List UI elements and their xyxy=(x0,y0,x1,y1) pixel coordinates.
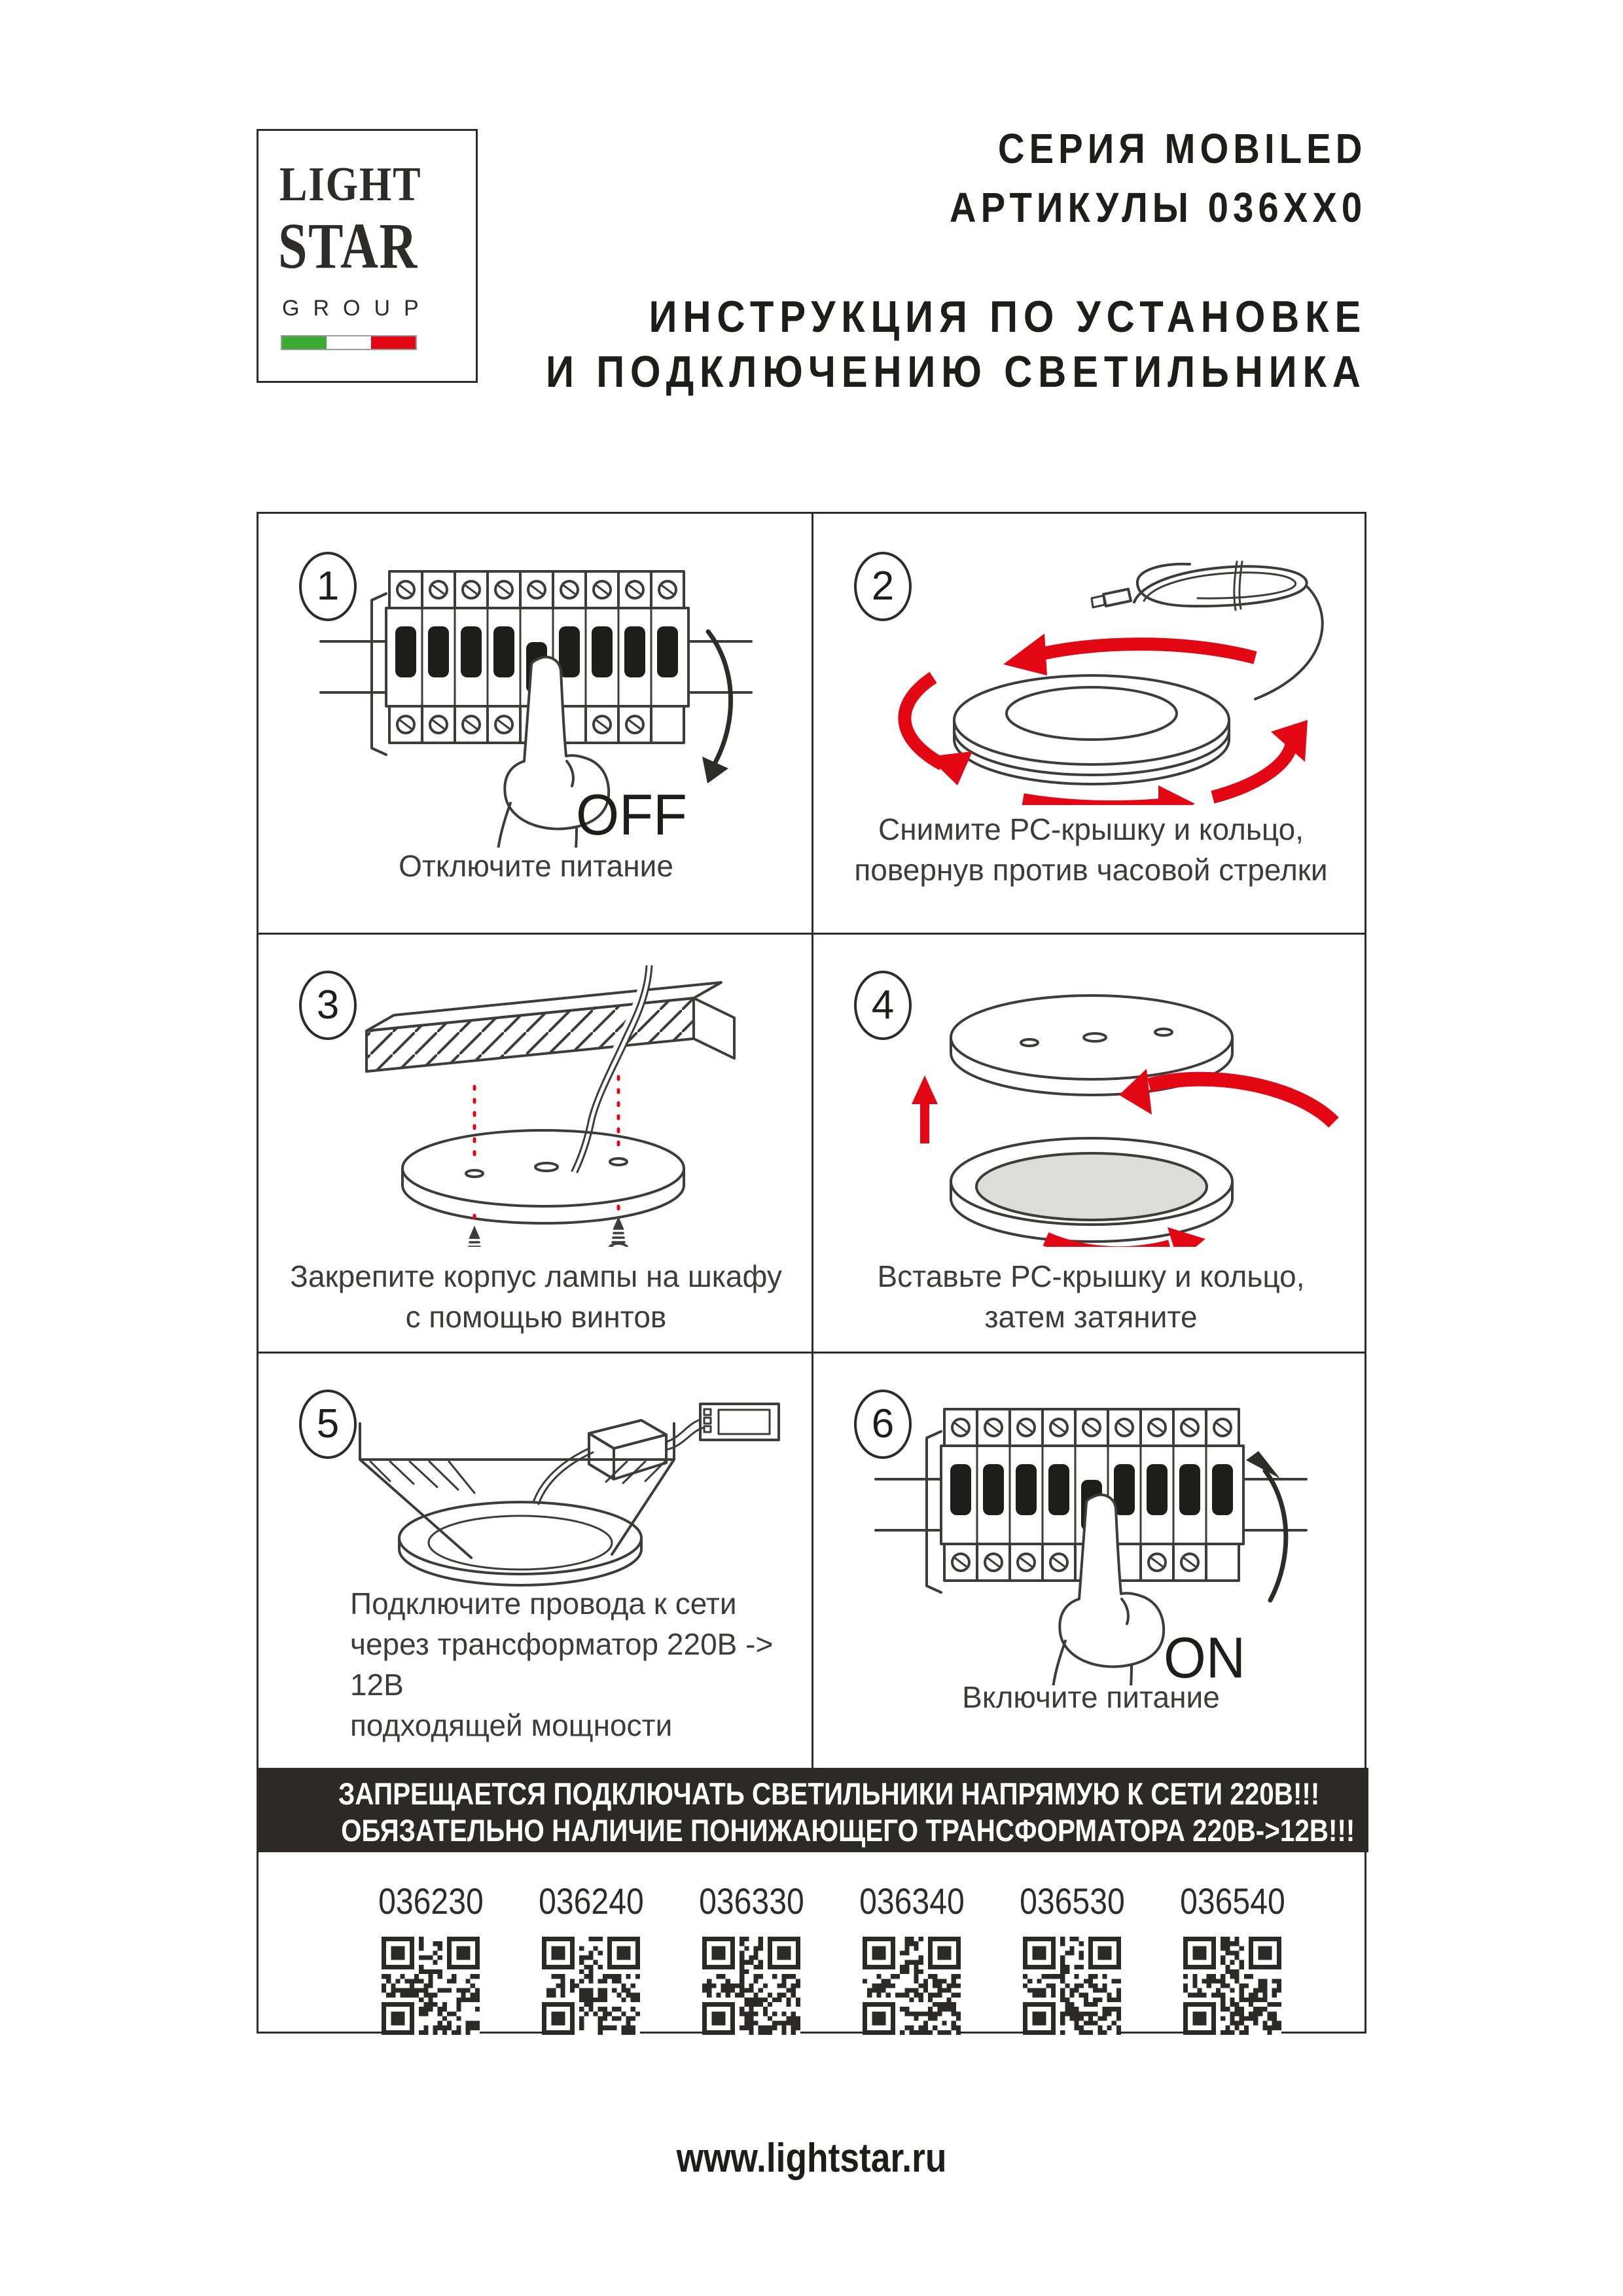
step-number-badge: 2 xyxy=(854,552,912,621)
article-column xyxy=(671,1852,831,2036)
series-name: СЕРИЯ MOBILED xyxy=(997,125,1366,172)
wires-to-connector xyxy=(666,1420,704,1450)
qr-code xyxy=(1023,1937,1121,2035)
flag-green-segment xyxy=(282,336,327,349)
hatch-left xyxy=(370,1462,474,1493)
step-caption: Вставьте РС-крышку и кольцо, затем затяните xyxy=(877,1259,1305,1334)
step-caption: Снимите РС-крышку и кольцо, повернув против часовой стрелки xyxy=(854,812,1328,887)
warning-banner: ЗАПРЕЩАЕТСЯ ПОДКЛЮЧАТЬ СВЕТИЛЬНИКИ НАПРЯМУЮ К СЕТИ 220В!!! ОБЯЗАТЕЛЬНО НАЛИЧИЕ ПОНИЖАЮЩЕГО ТРАНСФОРМАТОРА 220В->12В!!! xyxy=(259,1768,1368,1852)
article-code: 036230 xyxy=(378,1880,484,1922)
qr-code xyxy=(702,1937,800,2035)
connect-transformer-illustration xyxy=(281,1397,792,1594)
qr-code xyxy=(1183,1937,1281,2035)
step-number-badge: 4 xyxy=(854,971,912,1040)
website-url: www.lightstar.ru xyxy=(676,2136,947,2181)
breaker-off-illustration xyxy=(281,553,792,848)
article-column xyxy=(351,1852,510,2036)
article-code: 036340 xyxy=(859,1880,965,1922)
on-label: ON xyxy=(1164,1625,1245,1685)
grid-divider xyxy=(812,514,813,1768)
flag-white-segment xyxy=(327,336,371,349)
logo-word-group: GROUP xyxy=(282,296,433,321)
italian-flag-icon xyxy=(281,335,417,350)
pc-cover xyxy=(951,996,1232,1079)
article-code: 036330 xyxy=(698,1880,804,1922)
article-column xyxy=(832,1852,991,2036)
steps-grid xyxy=(257,512,1366,2034)
logo-word-star: STAR xyxy=(278,209,418,282)
header-series xyxy=(893,119,1366,237)
article-column xyxy=(1152,1852,1312,2036)
cable-coil xyxy=(1134,564,1307,606)
article-code: 036240 xyxy=(538,1880,644,1922)
step-number-badge: 3 xyxy=(299,971,357,1040)
board-hatched-face xyxy=(366,998,694,1071)
glass xyxy=(976,1153,1207,1220)
puck-remove-illustration xyxy=(836,524,1347,805)
step-number-badge: 5 xyxy=(299,1390,357,1459)
step-caption: Включите питание xyxy=(962,1680,1220,1714)
article-code: 036530 xyxy=(1019,1880,1125,1922)
cabinet xyxy=(360,1424,674,1460)
qr-code xyxy=(863,1937,961,2035)
logo-word-light: LIGHT xyxy=(279,158,422,211)
step-number-badge: 6 xyxy=(854,1390,912,1459)
rotate-ccw-arrows-icon xyxy=(904,634,1308,805)
step-caption: Отключите питание xyxy=(399,849,673,883)
step-caption: Закрепите корпус лампы на шкафу с помощью винтов xyxy=(290,1259,782,1334)
article-column xyxy=(511,1852,671,2036)
qr-code xyxy=(382,1937,480,2035)
recessed-light xyxy=(399,1502,641,1574)
arrow-down-icon xyxy=(702,632,731,783)
article-column xyxy=(992,1852,1152,2036)
insert-cover-illustration xyxy=(836,965,1347,1247)
series-articles: АРТИКУЛЫ 036XX0 xyxy=(949,184,1366,231)
article-code: 036540 xyxy=(1179,1880,1285,1922)
wire-from-light xyxy=(533,1448,593,1504)
step-number-badge: 1 xyxy=(299,552,357,621)
mount-screws-illustration xyxy=(281,965,792,1247)
step-caption: Подключите провода к сети через трансформатор 220В -> 12В подходящей мощности xyxy=(350,1587,774,1742)
flag-red-segment xyxy=(371,336,416,349)
off-label: OFF xyxy=(576,782,687,847)
breaker-on-illustration xyxy=(836,1391,1347,1685)
arrow-up-icon xyxy=(1246,1451,1286,1600)
qr-code xyxy=(542,1937,640,2035)
page-title: ИНСТРУКЦИЯ ПО УСТАНОВКЕ И ПОДКЛЮЧЕНИЮ СВЕТИЛЬНИКА xyxy=(546,292,1366,397)
